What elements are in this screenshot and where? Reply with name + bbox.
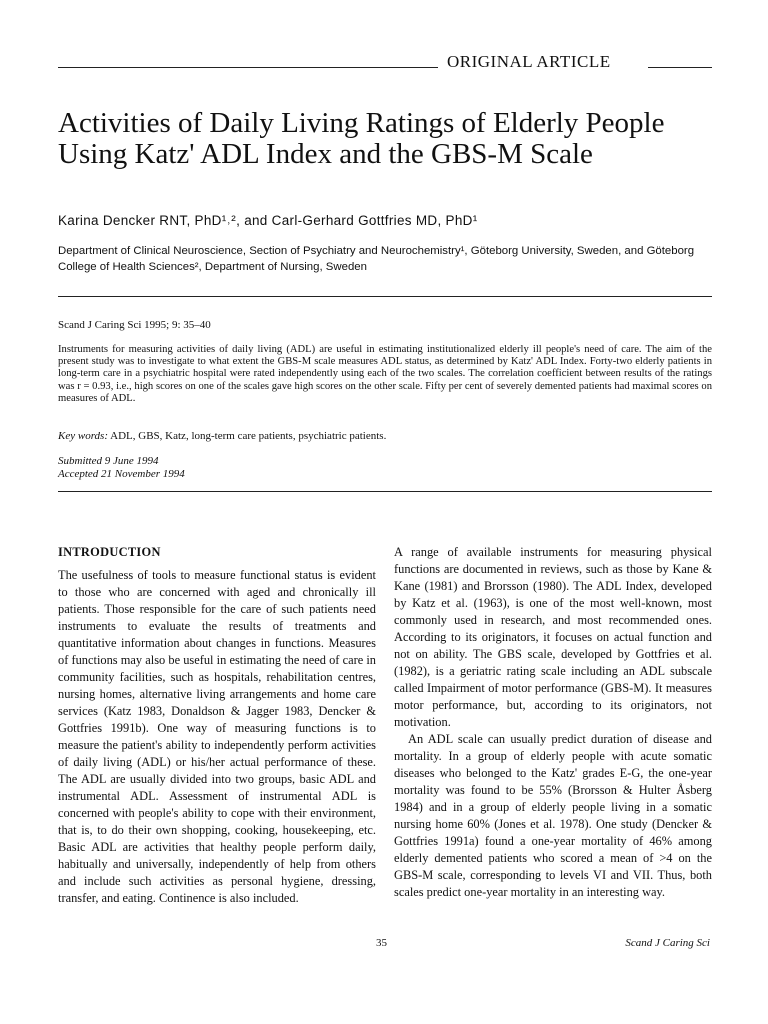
section-heading: INTRODUCTION [58, 545, 161, 559]
keywords-label: Key words: [58, 430, 109, 442]
author-affiliation: Department of Clinical Neuroscience, Section of Psychiatry and Neurochemistry¹, Göteborg University, Sweden, and Göteborg College of Health Sciences², Department of Nursing, Sweden [58, 245, 695, 273]
keywords-line [58, 430, 712, 442]
article-type-label: ORIGINAL ARTICLE [447, 52, 611, 71]
body-paragraph: The usefulness of tools to measure functional status is evident to those who are concerned with aged and chronically ill patients. Those responsible for the care of such patients need instruments to evaluate the results of treatments and quantitative information about changes in functions. Measures of functions may also be useful in estimating the need of care in community facilities, such as hospitals, rehabilitation centres, nursing homes, alternative living arrangements and home care services (Katz 1983, Donaldson & Jagger 1983, Dencker & Gottfries 1991b). One way of measuring functions is to measure the patient's ability to independently perform activities of daily living (ADL) or his/her actual performance of these. The ADL are usually divided into two groups, basic ADL and instrumental ADL. Assessment of instrumental ADL is concerned with people's ability to cope with their environment, that is, to do their own shopping, cooking, housekeeping, etc. Basic ADL are activities that healthy people perform daily, habitually and universally, independently of help from others and include such activities as personal hygiene, dressing, transfer, and eating. Continence is also included. [58, 568, 376, 905]
divider-rule [58, 491, 712, 492]
body-paragraph: An ADL scale can usually predict duration of disease and mortality. In a group of elderly people with acute somatic diseases who belonged to the Katz' grades E-G, the one-year mortality was found to be 55% (Brorsson & Hulter Åsberg 1984) and in a group of elderly people living in a somatic nursing home 60% (Jones et al. 1978). One study (Dencker & Gottfries 1991a) found a one-year mortality of 46% among elderly demented patients who scored a mean of >4 on the GBS-M scale, corresponding to levels VI and VII. Thus, both scales predict one-year mortality in an interesting way. [394, 732, 712, 899]
author-list: Karina Dencker RNT, PhD¹˒², and Carl-Gerhard Gottfries MD, PhD¹ [58, 213, 478, 228]
header-rule-right [648, 67, 712, 68]
header-rule-left [58, 67, 438, 68]
submission-dates [58, 455, 185, 481]
body-column-right [394, 544, 712, 901]
accepted-date: Accepted 21 November 1994 [58, 468, 185, 480]
keywords-text: ADL, GBS, Katz, long-term care patients, psychiatric patients. [110, 430, 387, 442]
journal-citation: Scand J Caring Sci 1995; 9: 35–40 [58, 319, 211, 331]
body-column-left [58, 544, 376, 907]
article-title: Activities of Daily Living Ratings of Elderly People Using Katz' ADL Index and the GBS-M Scale [58, 107, 665, 170]
abstract-text: Instruments for measuring activities of daily living (ADL) are useful in estimating institutionalized elderly ill people's need of care. The aim of the present study was to investigate to what extent the GBS-M scale measures ADL status, as determined by Katz' ADL Index. Forty-two elderly patients in long-term care in a psychiatric hospital were rated independently using each of the two scales. The correlation coefficient between results of the ratings was r = 0.93, i.e., high scores on one of the scales gave high scores on the other scale. Fifty per cent of severely demented patients had maximal scores on measures of ADL. [58, 344, 712, 404]
divider-rule [58, 296, 712, 297]
body-paragraph: A range of available instruments for measuring physical functions are documented in reviews, such as those by Kane & Kane (1981) and Brorsson (1980). The ADL Index, developed by Katz et al. (1963), is one of the most well-known, most commonly used in research, and most recommended ones. According to its originators, it focuses on actual function and not on ability. The GBS scale, developed by Gottfries et al. (1982), is a geriatric rating scale including an ADL subscale called Impairment of motor performance (GBS-M). It measures motor performance, but, according to its originators, not motivation. [394, 545, 712, 729]
submitted-date: Submitted 9 June 1994 [58, 455, 159, 467]
journal-footer: Scand J Caring Sci [625, 937, 710, 949]
page-number: 35 [376, 937, 387, 949]
article-type-header [58, 52, 712, 76]
